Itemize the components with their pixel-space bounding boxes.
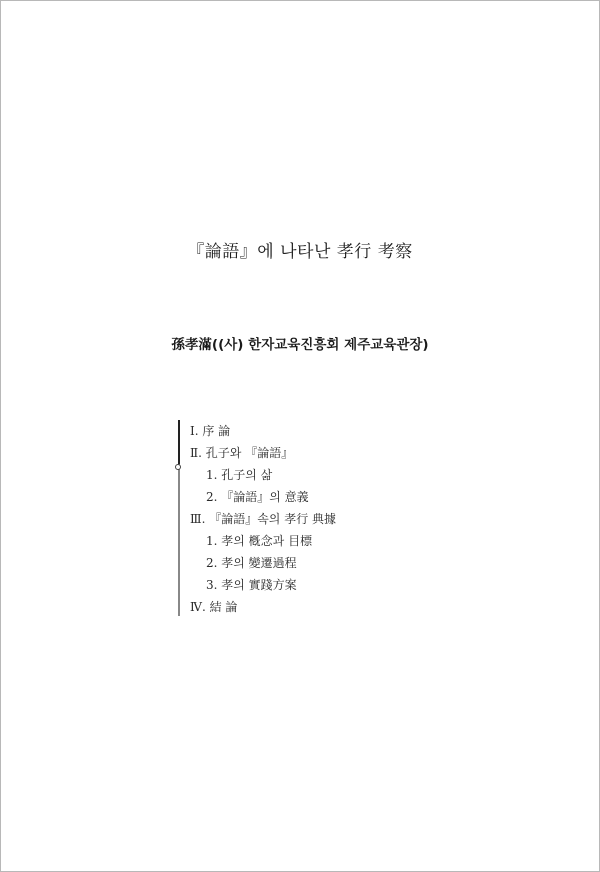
document-title: 『論語』에 나타난 孝行 考察	[187, 242, 413, 262]
toc-item-3: Ⅲ. 『論語』속의 孝行 典據	[190, 512, 337, 526]
toc-item-2-2: 2. 『論語』의 意義	[206, 490, 309, 504]
toc-item-3-3: 3. 孝의 實踐方案	[206, 578, 297, 592]
author-line: 孫孝滿((사) 한자교육진흥회 제주교육관장)	[171, 337, 429, 353]
table-of-contents	[178, 420, 478, 616]
toc-vertical-rule-accent	[178, 420, 180, 464]
toc-item-2: Ⅱ. 孔子와 『論語』	[190, 446, 294, 460]
toc-item-1: Ⅰ. 序 論	[190, 424, 231, 438]
toc-item-3-2: 2. 孝의 變遷過程	[206, 556, 297, 570]
toc-item-3-1: 1. 孝의 槪念과 目標	[206, 534, 313, 548]
toc-marker-circle-icon	[175, 464, 181, 470]
toc-item-4: Ⅳ. 結 論	[190, 600, 238, 614]
toc-item-2-1: 1. 孔子의 삶	[206, 468, 273, 482]
toc-list	[190, 420, 336, 618]
